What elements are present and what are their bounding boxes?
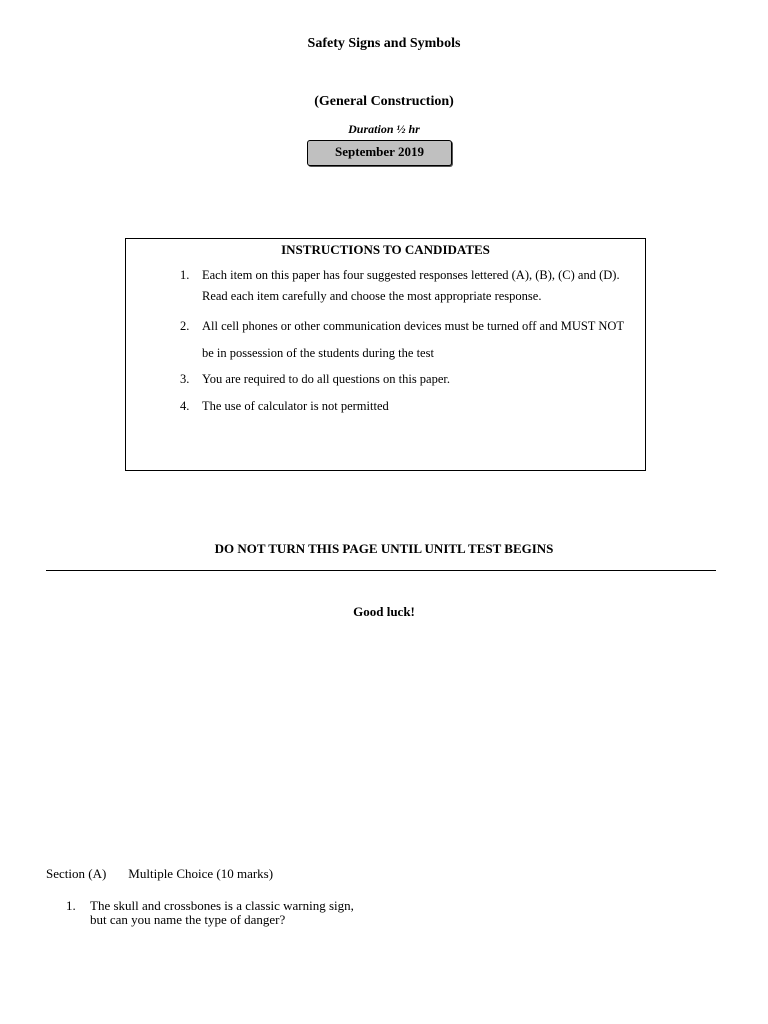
instruction-number: 2.: [180, 319, 190, 333]
question-number: 1.: [66, 898, 76, 913]
instruction-text: The use of calculator is not permitted: [202, 399, 389, 413]
duration-text: Duration ½ hr: [348, 122, 420, 136]
instructions-list: [126, 265, 645, 423]
instructions-box: [125, 238, 646, 471]
instruction-item: [126, 265, 645, 307]
section-heading: [46, 866, 273, 882]
section-label: Section (A): [46, 866, 107, 881]
notice-text: DO NOT TURN THIS PAGE UNTIL UNITL TEST BEGINS: [214, 541, 554, 556]
date-box: September 2019: [307, 140, 452, 166]
instruction-text: You are required to do all questions on this paper.: [202, 372, 450, 386]
instruction-number: 4.: [180, 399, 190, 413]
horizontal-divider: [46, 570, 716, 571]
document-title: Safety Signs and Symbols: [307, 36, 461, 51]
instruction-text: Each item on this paper has four suggested responses lettered (A), (B), (C) and (D). Read each item carefully and choose the most appropriate response.: [202, 268, 620, 303]
instruction-item: [126, 313, 645, 367]
instruction-item: [126, 396, 645, 417]
section-title: Multiple Choice (10 marks): [128, 866, 274, 881]
instruction-number: 1.: [180, 268, 190, 282]
instruction-item: [126, 369, 645, 390]
document-subtitle: (General Construction): [314, 94, 454, 109]
instruction-text: All cell phones or other communication devices must be turned off and MUST NOT be in possession of the students during the test: [202, 319, 624, 360]
instruction-number: 3.: [180, 372, 190, 386]
question-text: The skull and crossbones is a classic warning sign, but can you name the type of danger?: [90, 898, 354, 927]
instructions-heading: INSTRUCTIONS TO CANDIDATES: [281, 242, 490, 257]
good-luck-text: Good luck!: [353, 604, 415, 619]
question-item: [66, 899, 366, 927]
